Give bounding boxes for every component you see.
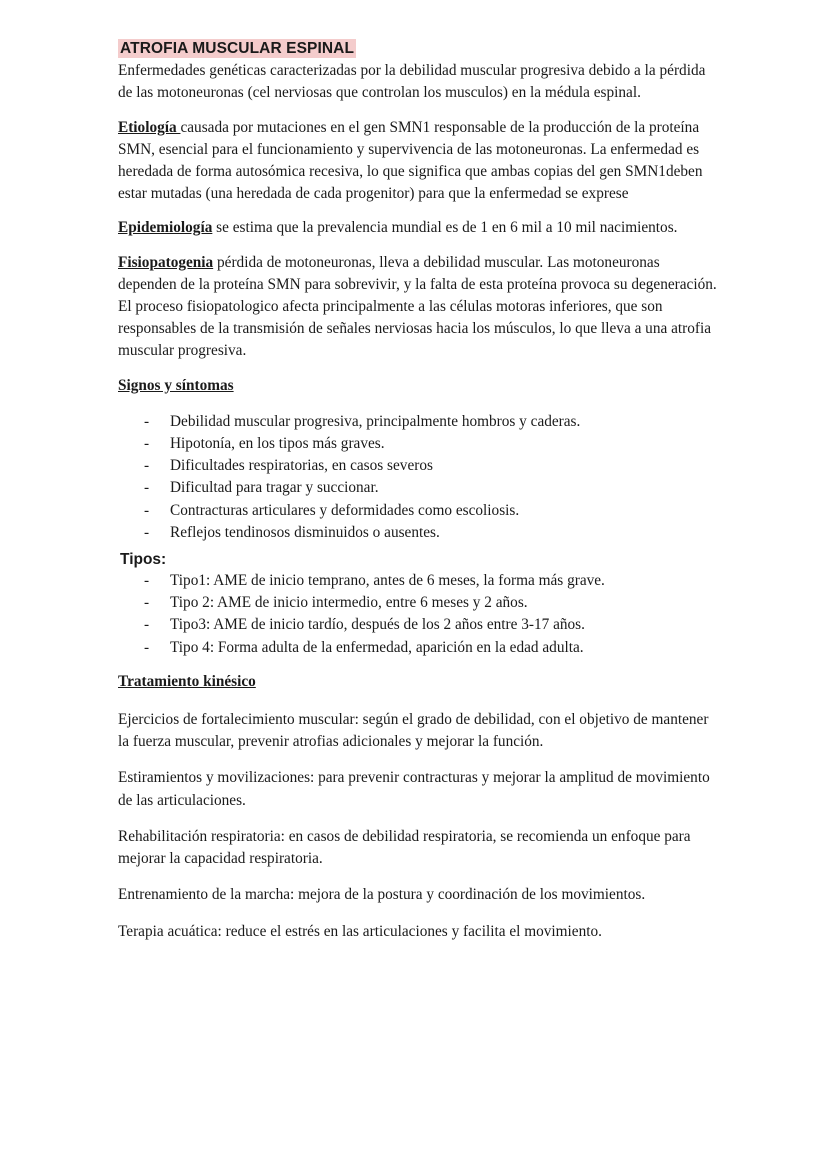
list-item: - Tipo 4: Forma adulta de la enfermedad, aparición en la edad adulta.	[118, 637, 718, 659]
etiologia-label: Etiología	[118, 118, 181, 136]
signos-list	[118, 411, 718, 544]
dash-bullet-icon: -	[144, 523, 150, 541]
list-item: - Tipo 2: AME de inicio intermedio, entre 6 meses y 2 años.	[118, 592, 718, 614]
list-item: - Hipotonía, en los tipos más graves.	[118, 433, 718, 455]
dash-bullet-icon: -	[144, 638, 150, 656]
etiologia-text: causada por mutaciones en el gen SMN1 responsable de la producción de la proteína SMN, esencial para el funcionamiento y supervivencia de las motoneuronas. La enfermedad es heredada de forma autosómica recesiva, lo que significa que ambas copias del gen SMN1deben estar mutadas (una heredada de cada progenitor) para que la enfermedad se exprese	[118, 118, 703, 203]
dash-bullet-icon: -	[144, 594, 150, 612]
tratamiento-paragraph: Ejercicios de fortalecimiento muscular: según el grado de debilidad, con el objetivo de mantener la fuerza muscular, prevenir atrofias adicionales y mejorar la función.	[118, 711, 709, 751]
list-item: - Debilidad muscular progresiva, principalmente hombros y caderas.	[118, 411, 718, 433]
epidemiologia-text: se estima que la prevalencia mundial es de 1 en 6 mil a 10 mil nacimientos.	[212, 219, 678, 237]
list-item: - Dificultades respiratorias, en casos severos	[118, 455, 718, 477]
epidemiologia-paragraph	[118, 217, 718, 239]
dash-bullet-icon: -	[144, 435, 150, 453]
fisiopatogenia-text: pérdida de motoneuronas, lleva a debilidad muscular. Las motoneuronas dependen de la proteína SMN para sobrevivir, y la falta de esta proteína provoca su degeneración. El proceso fisiopatologico afecta principalmente a las células motoras inferiores, que son responsables de la transmisión de señales nerviosas hacia los músculos, lo que lleva a una atrofia muscular progresiva.	[118, 253, 717, 360]
intro-paragraph: Enfermedades genéticas caracterizadas por la debilidad muscular progresiva debido a la pérdida de las motoneuronas (cel nerviosas que controlan los musculos) en la médula espinal.	[118, 62, 706, 102]
tratamiento-paragraph: Entrenamiento de la marcha: mejora de la postura y coordinación de los movimientos.	[118, 886, 646, 904]
title-block	[118, 38, 718, 60]
epidemiologia-label: Epidemiología	[118, 219, 213, 237]
dash-bullet-icon: -	[144, 572, 150, 590]
list-item: - Dificultad para tragar y succionar.	[118, 477, 718, 499]
list-item: - Tipo3: AME de inicio tardío, después de los 2 años entre 3-17 años.	[118, 614, 718, 636]
fisiopatogenia-paragraph	[118, 252, 718, 363]
dash-bullet-icon: -	[144, 616, 150, 634]
document-page	[118, 38, 718, 955]
list-item: - Tipo1: AME de inicio temprano, antes de 6 meses, la forma más grave.	[118, 570, 718, 592]
tratamiento-paragraph: Rehabilitación respiratoria: en casos de debilidad respiratoria, se recomienda un enfoque para mejorar la capacidad respiratoria.	[118, 827, 691, 868]
signos-heading: Signos y síntomas	[118, 376, 234, 394]
dash-bullet-icon: -	[144, 479, 150, 497]
document-title: ATROFIA MUSCULAR ESPINAL	[120, 40, 355, 57]
list-item: - Reflejos tendinosos disminuidos o ausentes.	[118, 522, 718, 544]
tipos-list	[118, 570, 718, 659]
dash-bullet-icon: -	[144, 412, 150, 430]
tratamiento-heading: Tratamiento kinésico	[118, 672, 256, 690]
etiologia-paragraph	[118, 117, 718, 206]
fisiopatogenia-label: Fisiopatogenia	[118, 253, 214, 271]
list-item: - Contracturas articulares y deformidades como escoliosis.	[118, 500, 718, 522]
tratamiento-paragraph: Terapia acuática: reduce el estrés en las articulaciones y facilita el movimiento.	[118, 922, 602, 940]
tratamiento-paragraph: Estiramientos y movilizaciones: para prevenir contracturas y mejorar la amplitud de movimiento de las articulaciones.	[118, 769, 710, 809]
dash-bullet-icon: -	[144, 457, 150, 475]
tipos-heading: Tipos:	[120, 551, 167, 569]
dash-bullet-icon: -	[144, 501, 150, 519]
